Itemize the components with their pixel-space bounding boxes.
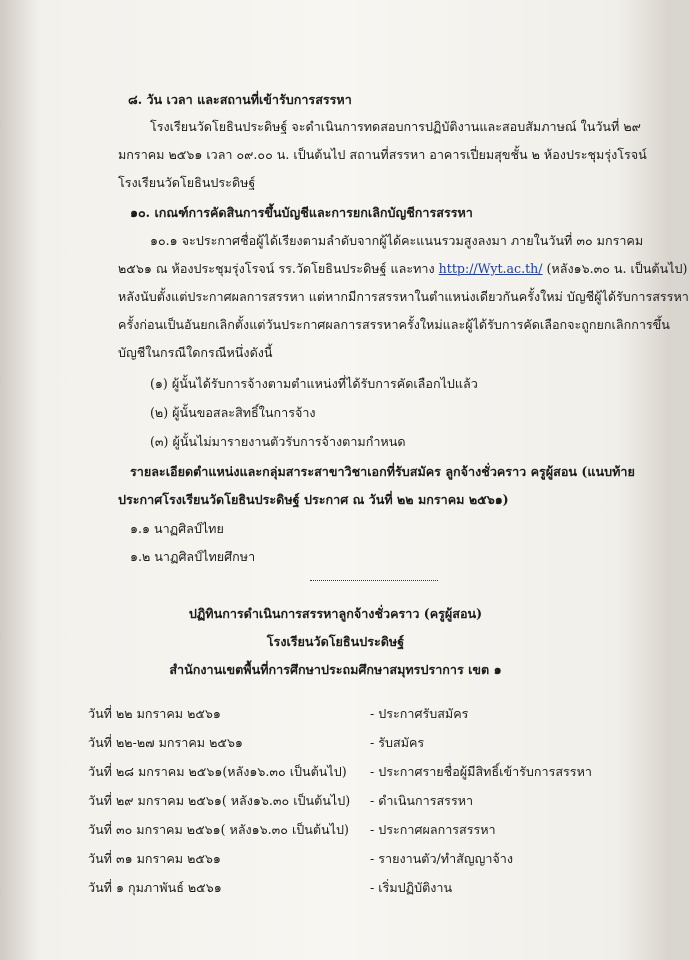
section-10-line-2-text: ๒๕๖๑ ณ ห้องประชุมรุ่งโรจน์ รร.วัดโยธินประดิษฐ์ และทาง	[118, 261, 435, 276]
school-website-link[interactable]: http://Wyt.ac.th/	[438, 261, 543, 276]
schedule-activity: - รายงานตัว/ทำสัญญาจ้าง	[370, 851, 513, 866]
schedule-date: วันที่ ๑ กุมภาพันธ์ ๒๕๖๑	[88, 880, 222, 895]
section-10-line-1: ๑๐.๑ จะประกาศชื่อผู้ได้เรียงตามลำดับจากผู้ได้คะแนนรวมสูงลงมา ภายในวันที่ ๓๐ มกราคม	[150, 233, 644, 248]
condition-item: (๒) ผู้นั้นขอสละสิทธิ์ในการจ้าง	[150, 405, 316, 420]
section-10-line-5: บัญชีในกรณีใดกรณีหนึ่งดังนี้	[118, 345, 273, 360]
dotted-separator	[310, 580, 438, 581]
section-8-line-1: โรงเรียนวัดโยธินประดิษฐ์ จะดำเนินการทดสอบการปฏิบัติงานและสอบสัมภาษณ์ ในวันที่ ๒๙	[150, 119, 641, 134]
calendar-office: สำนักงานเขตพื้นที่การศึกษาประถมศึกษาสมุทรปราการ เขต ๑	[169, 662, 502, 677]
schedule-date: วันที่ ๒๙ มกราคม ๒๕๖๑( หลัง๑๖.๓๐ เป็นต้นไป)	[88, 793, 351, 808]
schedule-activity: - เริ่มปฏิบัติงาน	[370, 880, 453, 895]
section-10-line-3: หลังนับตั้งแต่ประกาศผลการสรรหา แต่หากมีการสรรหาในตำแหน่งเดียวกันครั้งใหม่ บัญชีผู้ได้รับการสรรหา	[118, 289, 689, 304]
section-10-heading: ๑๐. เกณฑ์การคัดสินการขึ้นบัญชีและการยกเลิกบัญชีการสรรหา	[130, 205, 473, 220]
schedule-activity: - รับสมัคร	[370, 735, 425, 750]
section-8-heading: ๘. วัน เวลา และสถานที่เข้ารับการสรรหา	[128, 92, 352, 107]
condition-item: (๑) ผู้นั้นได้รับการจ้างตามตำแหน่งที่ได้รับการคัดเลือกไปแล้ว	[150, 376, 478, 391]
details-line-2: ประกาศโรงเรียนวัดโยธินประดิษฐ์ ประกาศ ณ วันที่ ๒๒ มกราคม ๒๕๖๑)	[118, 492, 509, 507]
details-line-1: รายละเอียดตำแหน่งและกลุ่มสาระสาขาวิชาเอกที่รับสมัคร ลูกจ้างชั่วคราว ครูผู้สอน (แนบท้าย	[130, 464, 635, 479]
section-10-line-4: ครั้งก่อนเป็นอันยกเลิกตั้งแต่วันประกาศผลการสรรหาครั้งใหม่และผู้ได้รับการคัดเลือกจะถูกยกเลิกการขึ้น	[118, 317, 670, 332]
section-10-line-2	[118, 261, 687, 277]
schedule-activity: - ประกาศรับสมัคร	[370, 706, 469, 721]
schedule-activity: - ประกาศรายชื่อผู้มีสิทธิ์เข้ารับการสรรหา	[370, 764, 592, 779]
schedule-date: วันที่ ๒๒-๒๗ มกราคม ๒๕๖๑	[88, 735, 243, 750]
subject-item: ๑.๑ นาฏศิลป์ไทย	[130, 521, 224, 536]
schedule-activity: - ดำเนินการสรรหา	[370, 793, 474, 808]
schedule-date: วันที่ ๓๐ มกราคม ๒๕๖๑( หลัง๑๖.๓๐ เป็นต้นไป)	[88, 822, 349, 837]
schedule-date: วันที่ ๒๒ มกราคม ๒๕๖๑	[88, 706, 221, 721]
section-10-line-2-suffix: (หลัง๑๖.๓๐ น. เป็นต้นไป)	[542, 261, 688, 276]
section-8-line-3: โรงเรียนวัดโยธินประดิษฐ์	[118, 175, 256, 190]
section-8-line-2: มกราคม ๒๕๖๑ เวลา ๐๙.๐๐ น. เป็นต้นไป สถานที่สรรหา อาคารเปี่ยมสุขชั้น ๒ ห้องประชุมรุ่งโรจน์	[118, 147, 647, 162]
condition-item: (๓) ผู้นั้นไม่มารายงานตัวรับการจ้างตามกำหนด	[150, 434, 406, 449]
schedule-date: วันที่ ๒๘ มกราคม ๒๕๖๑(หลัง๑๖.๓๐ เป็นต้นไป)	[88, 764, 347, 779]
subject-item: ๑.๒ นาฏศิลป์ไทยศึกษา	[130, 549, 256, 564]
schedule-activity: - ประกาศผลการสรรหา	[370, 822, 496, 837]
schedule-date: วันที่ ๓๑ มกราคม ๒๕๖๑	[88, 851, 221, 866]
calendar-title: ปฏิทินการดำเนินการสรรหาลูกจ้างชั่วคราว (ครูผู้สอน)	[188, 606, 483, 621]
calendar-school: โรงเรียนวัดโยธินประดิษฐ์	[266, 634, 405, 649]
